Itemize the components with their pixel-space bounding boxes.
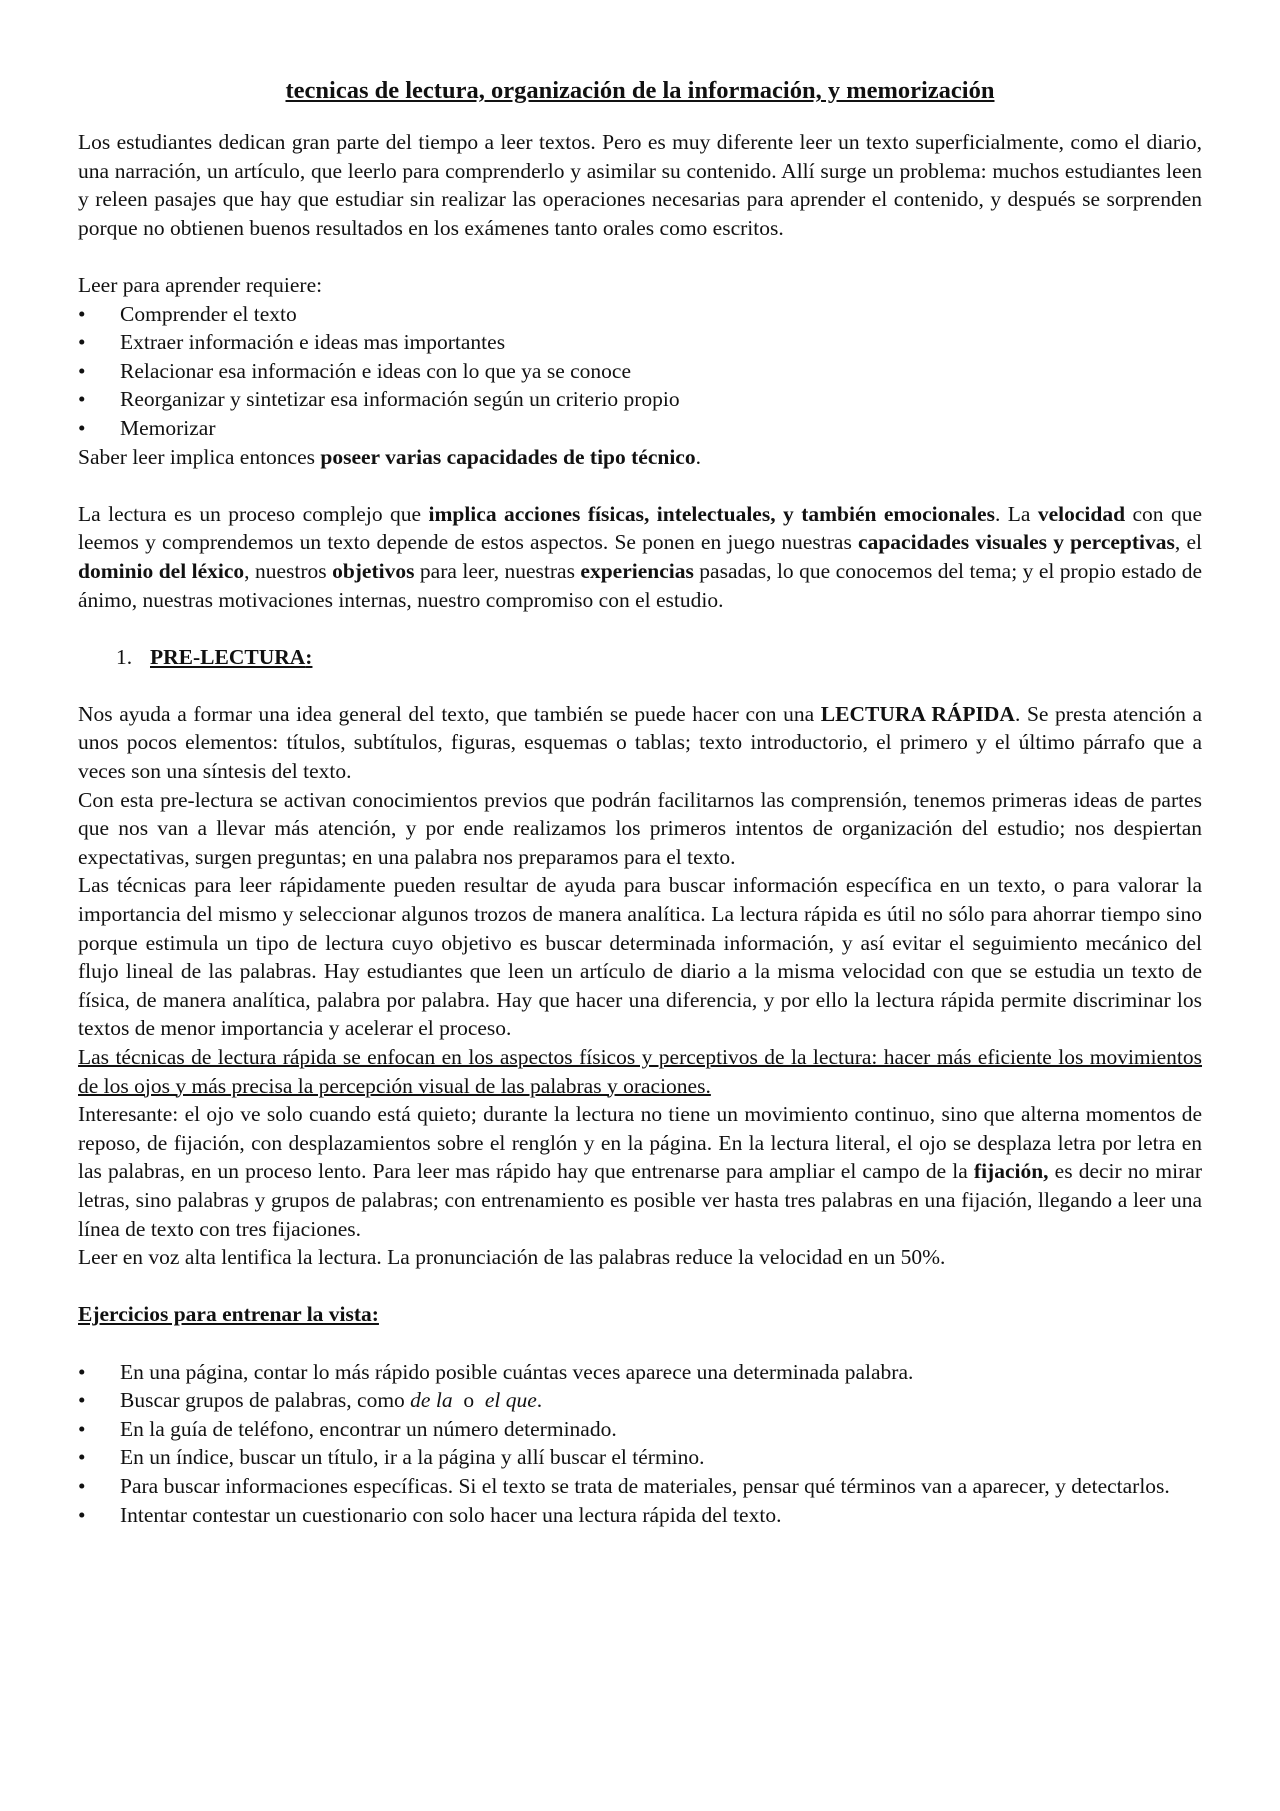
bold-run: velocidad — [1037, 501, 1126, 526]
list-item: • Reorganizar y sintetizar esa información según un criterio propio — [78, 385, 1202, 414]
ejercicios-heading: Ejercicios para entrenar la vista: — [78, 1302, 379, 1327]
prelectura-paragraph-4 — [78, 1043, 1202, 1100]
text-run: o — [452, 1388, 485, 1413]
bold-run: implica acciones físicas, intelectuales, y también emocionales — [428, 501, 995, 526]
bold-run: objetivos — [332, 558, 415, 583]
saber-paragraph — [78, 443, 1202, 472]
text-run: para leer, nuestras — [414, 558, 581, 583]
text-run: Interesante: el ojo ve solo cuando está quieto; durante la lectura no tiene un movimiento continuo, sino que alterna momentos de reposo, de fijación, con desplazamientos sobre el renglón y en la página. En la lectura literal, el ojo se desplaza letra por letra en las palabras, en un proceso lento. Para leer mas rápido hay que entrenarse para ampliar el campo de la — [78, 1102, 1202, 1184]
prelectura-paragraph-3: Las técnicas para leer rápidamente pueden resultar de ayuda para buscar información específica en un texto, o para valorar la importancia del mismo y seleccionar algunos trozos de manera analítica. La lectura rápida es útil no sólo para ahorrar tiempo sino porque estimula un tipo de lectura cuyo objetivo es buscar determinada información, y así evitar el seguimiento mecánico del flujo lineal de las palabras. Hay estudiantes que leen un artículo de diario a la misma velocidad con que se estudia un texto de física, de manera analítica, palabra por palabra. Hay que hacer una diferencia, y por ello la lectura rápida permite discriminar los textos de menor importancia y acelerar el proceso. — [78, 873, 1202, 1041]
section-number: 1. — [116, 644, 133, 669]
prelectura-paragraph-6: Leer en voz alta lentifica la lectura. La pronunciación de las palabras reduce la velocidad en un 50%. — [78, 1245, 946, 1270]
list-item: • En un índice, buscar un título, ir a la página y allí buscar el término. — [78, 1443, 1202, 1472]
saber-text: Saber leer implica entonces — [78, 444, 321, 469]
text-run: . Se presta atención a unos pocos elementos: títulos, subtítulos, figuras, esquemas o tablas; texto introductorio, el primero y el último párrafo que a veces son una síntesis del texto. — [78, 701, 1202, 784]
proceso-paragraph — [78, 500, 1202, 614]
prelectura-paragraph-2: Con esta pre-lectura se activan conocimientos previos que podrán facilitarnos las comprensión, tenemos primeras ideas de partes que nos van a llevar más atención, y por ende realizamos los primeros intentos de organización del estudio; nos despiertan expectativas, surgen preguntas; en una palabra nos preparamos para el texto. — [78, 787, 1202, 869]
intro-paragraph: Los estudiantes dedican gran parte del tiempo a leer textos. Pero es muy diferente leer un texto superficialmente, como el diario, una narración, un artículo, que leerlo para comprenderlo y asimilar su contenido. Allí surge un problema: muchos estudiantes leen y releen pasajes que hay que estudiar sin realizar las operaciones necesarias para aprender el contenido, y después se sorprenden porque no obtienen buenos resultados en los exámenes tanto orales como escritos. — [78, 130, 1202, 240]
section-label: PRE-LECTURA — [150, 644, 306, 669]
spacer — [78, 1272, 1202, 1301]
prelectura-paragraph-5 — [78, 1100, 1202, 1243]
list-item: • Comprender el texto — [78, 300, 1202, 329]
text-run: , nuestros — [244, 558, 333, 583]
requires-list — [78, 300, 1202, 443]
text-run: , el — [1174, 530, 1202, 555]
list-item — [78, 1386, 1202, 1415]
text-run: Buscar grupos de palabras, como — [120, 1388, 411, 1413]
saber-bold: poseer varias capacidades de tipo técnico — [320, 444, 696, 469]
list-item: • Extraer información e ideas mas importantes — [78, 328, 1202, 357]
list-item: • En la guía de teléfono, encontrar un número determinado. — [78, 1415, 1202, 1444]
section-heading-prelectura — [78, 643, 1202, 672]
underlined-run: Las técnicas de lectura rápida se enfocan en los aspectos físicos y perceptivos de la lectura: hacer más eficiente los movimientos de los ojos y más precisa la percepción visual de las palabras y oraciones. — [78, 1045, 1202, 1098]
italic-run: el que — [484, 1388, 537, 1413]
italic-run: de la — [410, 1388, 453, 1413]
spacer — [78, 671, 1202, 700]
spacer — [78, 1329, 1202, 1358]
spacer — [78, 242, 1202, 271]
ejercicios-list — [78, 1358, 1202, 1530]
text-run: pasadas, lo que conocemos del tema; y el propio estado de ánimo, nuestras motivaciones internas, nuestro compromiso con el estudio. — [78, 558, 1202, 612]
saber-end: . — [695, 444, 701, 469]
list-item: • Intentar contestar un cuestionario con solo hacer una lectura rápida del texto. — [78, 1501, 1202, 1530]
text-run: Nos ayuda a formar una idea general del texto, que también se puede hacer con una — [78, 701, 821, 726]
requires-lead: Leer para aprender requiere: — [78, 272, 323, 297]
list-item: • En una página, contar lo más rápido posible cuántas veces aparece una determinada palabra. — [78, 1358, 1202, 1387]
bold-run: fijación, — [973, 1159, 1049, 1184]
text-run: La lectura es un proceso complejo que — [78, 501, 429, 526]
list-item: • Para buscar informaciones específicas. Si el texto se trata de materiales, pensar qué términos van a aparecer, y detectarlos. — [78, 1472, 1202, 1501]
bold-run: dominio del léxico — [78, 558, 245, 583]
bold-run: capacidades visuales y perceptivas — [858, 530, 1175, 555]
text-run: . — [536, 1388, 543, 1413]
document-title: tecnicas de lectura, organización de la información, y memorización — [285, 77, 995, 104]
text-run: es decir no mirar letras, sino palabras y grupos de palabras; con entrenamiento es posible ver hasta tres palabras en una fijación, llegando a leer una línea de texto con tres fijaciones. — [78, 1159, 1202, 1241]
text-run: con que leemos y comprendemos un texto depende de estos aspectos. Se ponen en juego nuestras — [78, 501, 1203, 555]
spacer — [78, 614, 1202, 643]
bold-run: LECTURA RÁPIDA — [820, 701, 1015, 726]
prelectura-paragraph-1 — [78, 700, 1202, 786]
list-item: • Memorizar — [78, 414, 1202, 443]
section-suffix: : — [305, 644, 313, 669]
list-item: • Relacionar esa información e ideas con lo que ya se conoce — [78, 357, 1202, 386]
bold-run: experiencias — [580, 558, 694, 583]
spacer — [78, 471, 1202, 500]
text-run: . La — [994, 501, 1038, 526]
